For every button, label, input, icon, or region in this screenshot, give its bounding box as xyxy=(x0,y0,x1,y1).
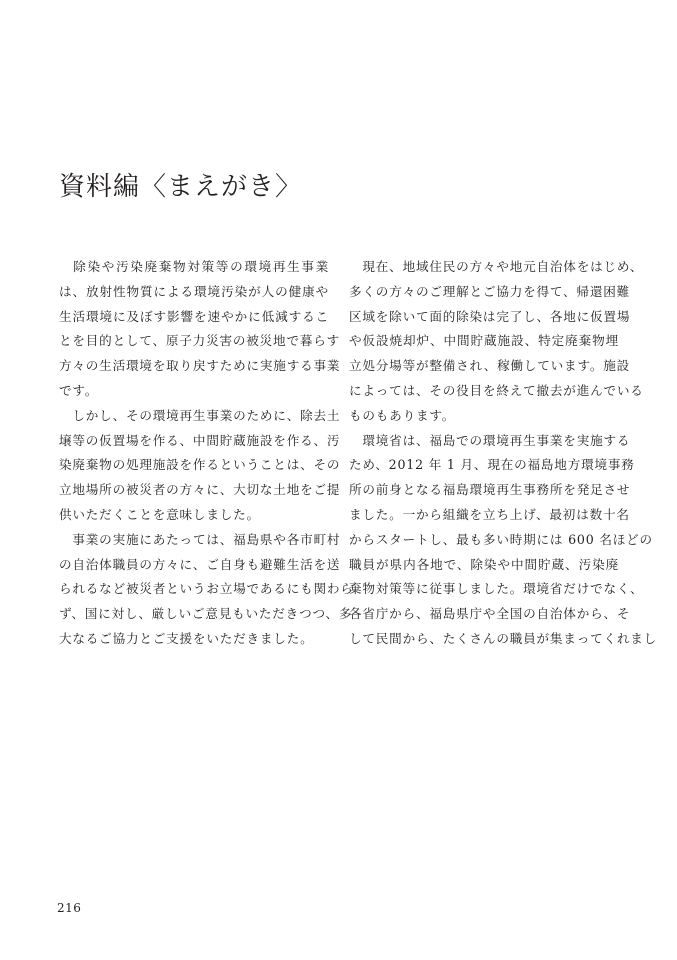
text-line: は、放射性物質による環境汚染が人の健康や xyxy=(59,283,329,299)
text-line: 区域を除いて面的除染は完了し、各地に仮置場 xyxy=(349,308,631,324)
text-line: 事業の実施にあたっては、福島県や各市町村 xyxy=(59,531,341,547)
text-line: 立処分場等が整備され、稼働しています。施設 xyxy=(349,358,631,374)
text-line: 現在、地域住民の方々や地元自治体をはじめ、 xyxy=(349,259,644,274)
text-line: 染廃棄物の処理施設を作るということは、その xyxy=(59,457,341,473)
text-line: 多くの方々のご理解とご協力を得て、帰還困難 xyxy=(349,283,631,299)
right-column xyxy=(349,255,658,652)
text-line: 棄物対策等に従事しました。環境省だけでなく、 xyxy=(349,581,644,597)
text-line: によっては、その役目を終えて撤去が進んでいる xyxy=(349,382,644,398)
text-line: 所の前身となる福島環境再生事務所を発足させ xyxy=(349,482,631,498)
text-line: や仮設焼却炉、中間貯蔵施設、特定廃棄物埋 xyxy=(349,333,619,349)
left-column xyxy=(59,255,354,652)
text-line: 各省庁から、福島県庁や全国の自治体から、そ xyxy=(349,606,631,622)
text-line: からスタートし、最も多い時期には 600 名ほどの xyxy=(349,531,653,547)
text-line: の自治体職員の方々に、ご自身も避難生活を送 xyxy=(59,556,341,572)
page-title: 資料編〈まえがき〉 xyxy=(59,172,303,202)
text-line: 方々の生活環境を取り戻すために実施する事業 xyxy=(59,358,341,374)
page-number: 216 xyxy=(57,901,82,915)
text-line: 立地場所の被災者の方々に、大切な土地をご提 xyxy=(59,482,341,498)
text-line: とを目的として、原子力災害の被災地で暮らす xyxy=(59,333,341,349)
text-line: ず、国に対し、厳しいご意見もいただきつつ、多 xyxy=(59,606,353,622)
text-line: 職員が県内各地で、除染や中間貯蔵、汚染廃 xyxy=(349,556,619,572)
text-line: しかし、その環境再生事業のために、除去土 xyxy=(59,407,341,423)
text-line: 壌等の仮置場を作る、中間貯蔵施設を作る、汚 xyxy=(59,432,341,448)
text-line: 生活環境に及ぼす影響を速やかに低減するこ xyxy=(59,308,329,324)
text-line: 供いただくことを意味しました。 xyxy=(59,506,260,522)
text-line: して民間から、たくさんの職員が集まってくれまし xyxy=(349,630,658,646)
text-line: 環境省は、福島での環境再生事業を実施する xyxy=(349,432,631,448)
text-line: ため、2012 年 1 月、現在の福島地方環境事務 xyxy=(349,457,635,473)
text-line: られるなど被災者というお立場であるにも関わら xyxy=(59,581,354,597)
text-line: 大なるご協力とご支援をいただきました。 xyxy=(59,630,314,646)
text-line: ました。一から組織を立ち上げ、最初は数十名 xyxy=(349,506,630,522)
text-line: 除染や汚染廃棄物対策等の環境再生事業 xyxy=(59,259,329,274)
text-line: です。 xyxy=(59,382,99,398)
text-line: ものもあります。 xyxy=(349,407,456,423)
